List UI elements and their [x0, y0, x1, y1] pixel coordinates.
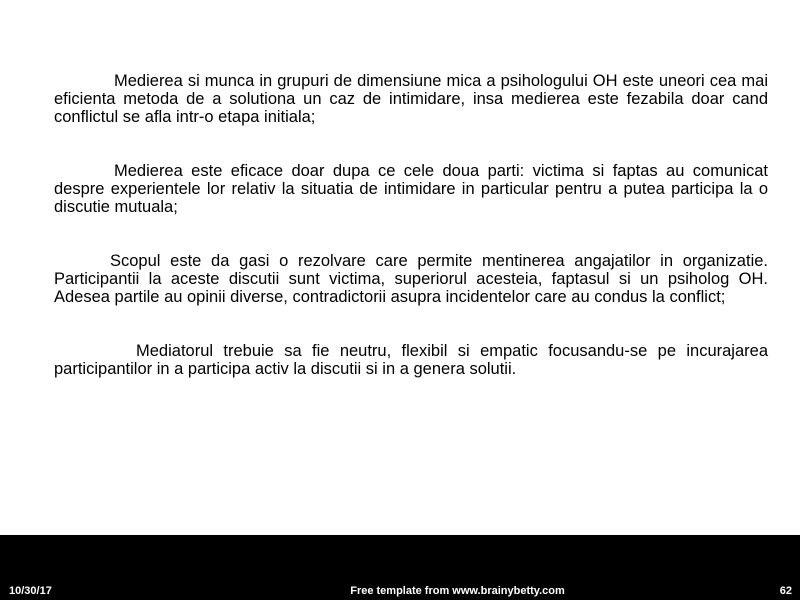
footer-page-number: 62	[779, 585, 792, 597]
footer-bar	[0, 535, 800, 600]
paragraph-mediation-effectiveness: Medierea este eficace doar dupa ce cele doua parti: victima si faptas au comunicat despre experientele lor relativ la situatia de intimidare in particular pentru a putea participa la o discutie mutuala;	[54, 162, 768, 216]
footer-template-credit: Free template from www.brainybetty.com	[350, 585, 565, 597]
paragraph-mediator-role: Mediatorul trebuie sa fie neutru, flexibil si empatic focusandu-se pe incurajarea participantilor in a participa activ la discutii si in a genera solutii.	[54, 342, 768, 378]
paragraph-mediation-small-groups: Medierea si munca in grupuri de dimensiune mica a psihologului OH este uneori cea mai eficienta metoda de a solutiona un caz de intimidare, insa medierea este fezabila doar cand conflictul se afla intr-o etapa initiala;	[54, 72, 768, 126]
paragraph-mediation-goal: Scopul este da gasi o rezolvare care permite mentinerea angajatilor in organizatie. Participantii la aceste discutii sunt victima, superiorul acesteia, faptasul si un psiholog OH. Adesea partile au opinii diverse, contradictorii asupra incidentelor care au condus la conflict;	[54, 252, 768, 306]
slide-body	[54, 72, 768, 414]
footer-date: 10/30/17	[9, 585, 52, 597]
